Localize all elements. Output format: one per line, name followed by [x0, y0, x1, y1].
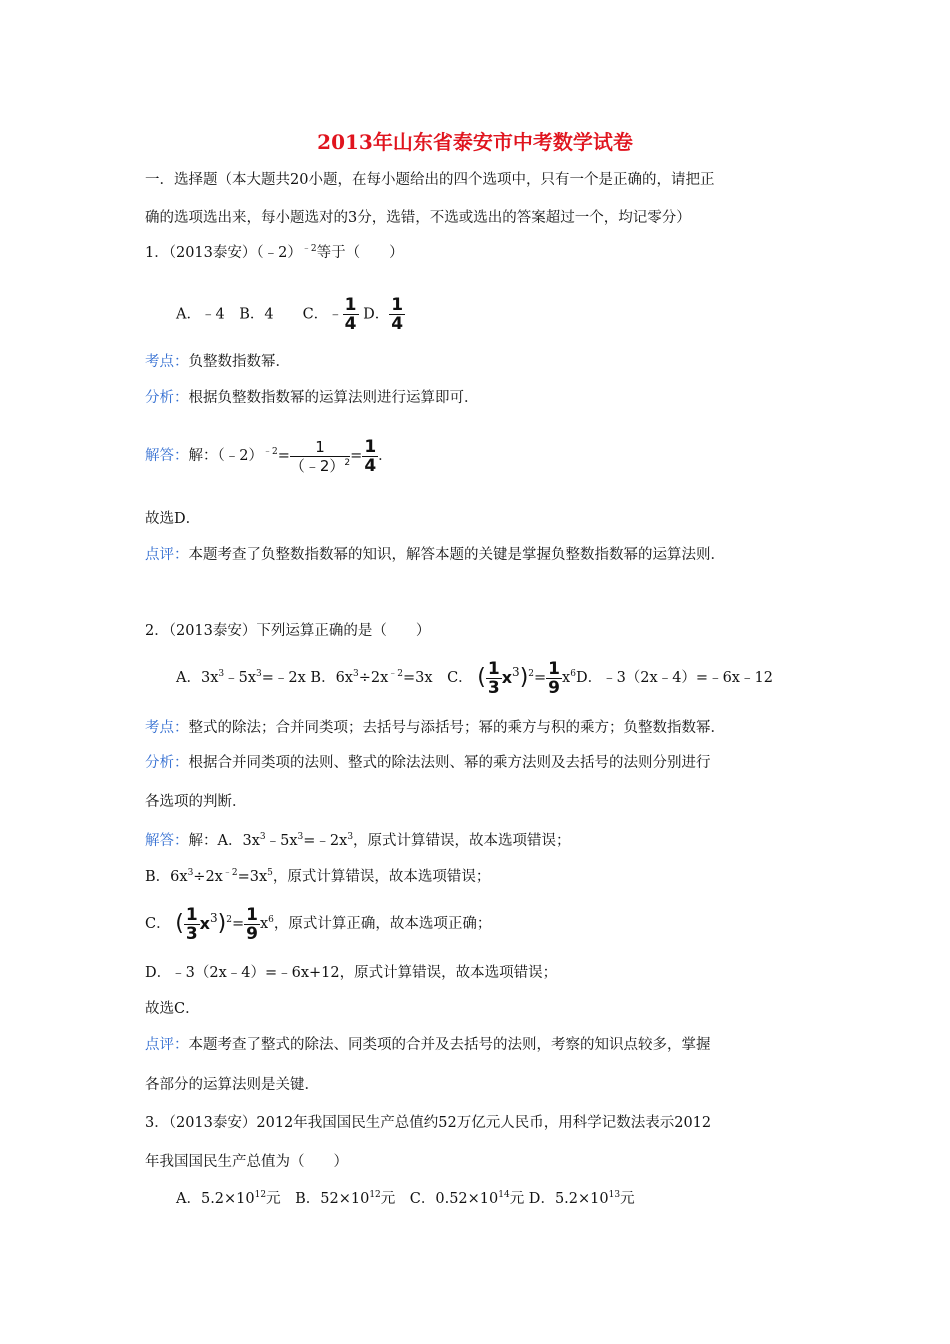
page-title: 2013年山东省泰安市中考数学试卷: [317, 130, 633, 154]
q2-jieda-c: C． ( $\frac{1}{3}$ $x^3)^2=$ $\frac{1}{9}$ $x^6$，原式计算正确，故本选项正确；: [145, 904, 492, 944]
fraction: $\frac{1}{3}$: [185, 904, 198, 944]
fraction: $\frac{1}{4}$: [344, 295, 357, 334]
fraction: $\frac{1}{(﹣2)^2}$: [289, 437, 351, 475]
q1-fenxi: 分析：根据负整数指数幂的运算法则进行运算即可．: [145, 390, 479, 406]
fraction: $\frac{1}{9}$: [246, 904, 258, 944]
q1-answer: 故选D．: [145, 511, 201, 527]
q2-options: A．$3x^3﹣5x^3=﹣2x$ B．$6x^3\div 2x^{﹣2}=3x$ C． ( $\frac{1}{3}$ $x^3)^2=$ $\frac{1}{9}$ $x^6D$．﹣3（2x﹣4）=﹣6x﹣12: [176, 658, 773, 698]
q2-answer: 故选C．: [145, 1001, 200, 1017]
q1-dianping: 点评：本题考查了负整数指数幂的知识，解答本题的关键是掌握负整数指数幂的运算法则．: [145, 547, 725, 563]
q3-options: A．$5.2\times 10^{12}$元 B．$52\times 10^{12}$元 C．$0.52\times 10^{14}$元 D．$5.2\times 10^{13}$元: [176, 1190, 635, 1207]
fraction: $\frac{1}{4}$: [364, 436, 377, 476]
q2-stem: 2．（2013泰安）下列运算正确的是（ ）: [145, 623, 431, 639]
q1-options: A．﹣4 B．4 C．﹣ $\frac{1}{4}$ D． $\frac{1}{4}$: [176, 295, 404, 334]
fraction: $\frac{1}{9}$: [548, 658, 561, 698]
q3-stem-line1: 3．（2013泰安）2012年我国国民生产总值约52万亿元人民币，用科学记数法表示2012: [145, 1115, 712, 1131]
fraction: $\frac{1}{4}$: [391, 295, 404, 334]
q2-jieda-d: D．﹣3（2x﹣4）=﹣6x+12，原式计算错误，故本选项错误；: [145, 965, 558, 981]
q2-jieda-b: B．$6x^3\div 2x^{﹣2}=3x^5$，原式计算错误，故本选项错误；: [145, 868, 491, 885]
fraction: $\frac{1}{3}$: [487, 658, 500, 698]
q1-kaodian: 考点：负整数指数幂．: [145, 354, 290, 370]
q3-stem-line2: 年我国国民生产总值为（ ）: [145, 1154, 348, 1170]
q2-jieda-a: 解答：解：A．$3x^3﹣5x^3=﹣2x^3$，原式计算错误，故本选项错误；: [145, 832, 571, 849]
section-heading-line2: 确的选项选出来，每小题选对的3分，选错，不选或选出的答案超过一个，均记零分）: [145, 210, 691, 226]
section-heading-line1: 一．选择题（本大题共20小题，在每小题给出的四个选项中，只有一个是正确的，请把正: [145, 172, 715, 188]
q2-dianping-line2: 各部分的运算法则是关键．: [145, 1077, 319, 1093]
q2-dianping-line1: 点评：本题考查了整式的除法、同类项的合并及去括号的法则，考察的知识点较多，掌握: [145, 1037, 711, 1053]
q2-fenxi-line1: 分析：根据合并同类项的法则、整式的除法法则、幂的乘方法则及去括号的法则分别进行: [145, 755, 711, 771]
q1-stem: 1．（2013泰安）（﹣2）$^{﹣2}$等于（ ）: [145, 244, 404, 261]
q1-jieda: 解答：解：（﹣2）$^{﹣2}$= $\frac{1}{(﹣2)^2}$ = $\frac{1}{4}$ ．: [145, 436, 393, 476]
q2-kaodian: 考点：整式的除法；合并同类项；去括号与添括号；幂的乘方与积的乘方；负整数指数幂．: [145, 720, 725, 736]
q2-fenxi-line2: 各选项的判断．: [145, 794, 247, 810]
